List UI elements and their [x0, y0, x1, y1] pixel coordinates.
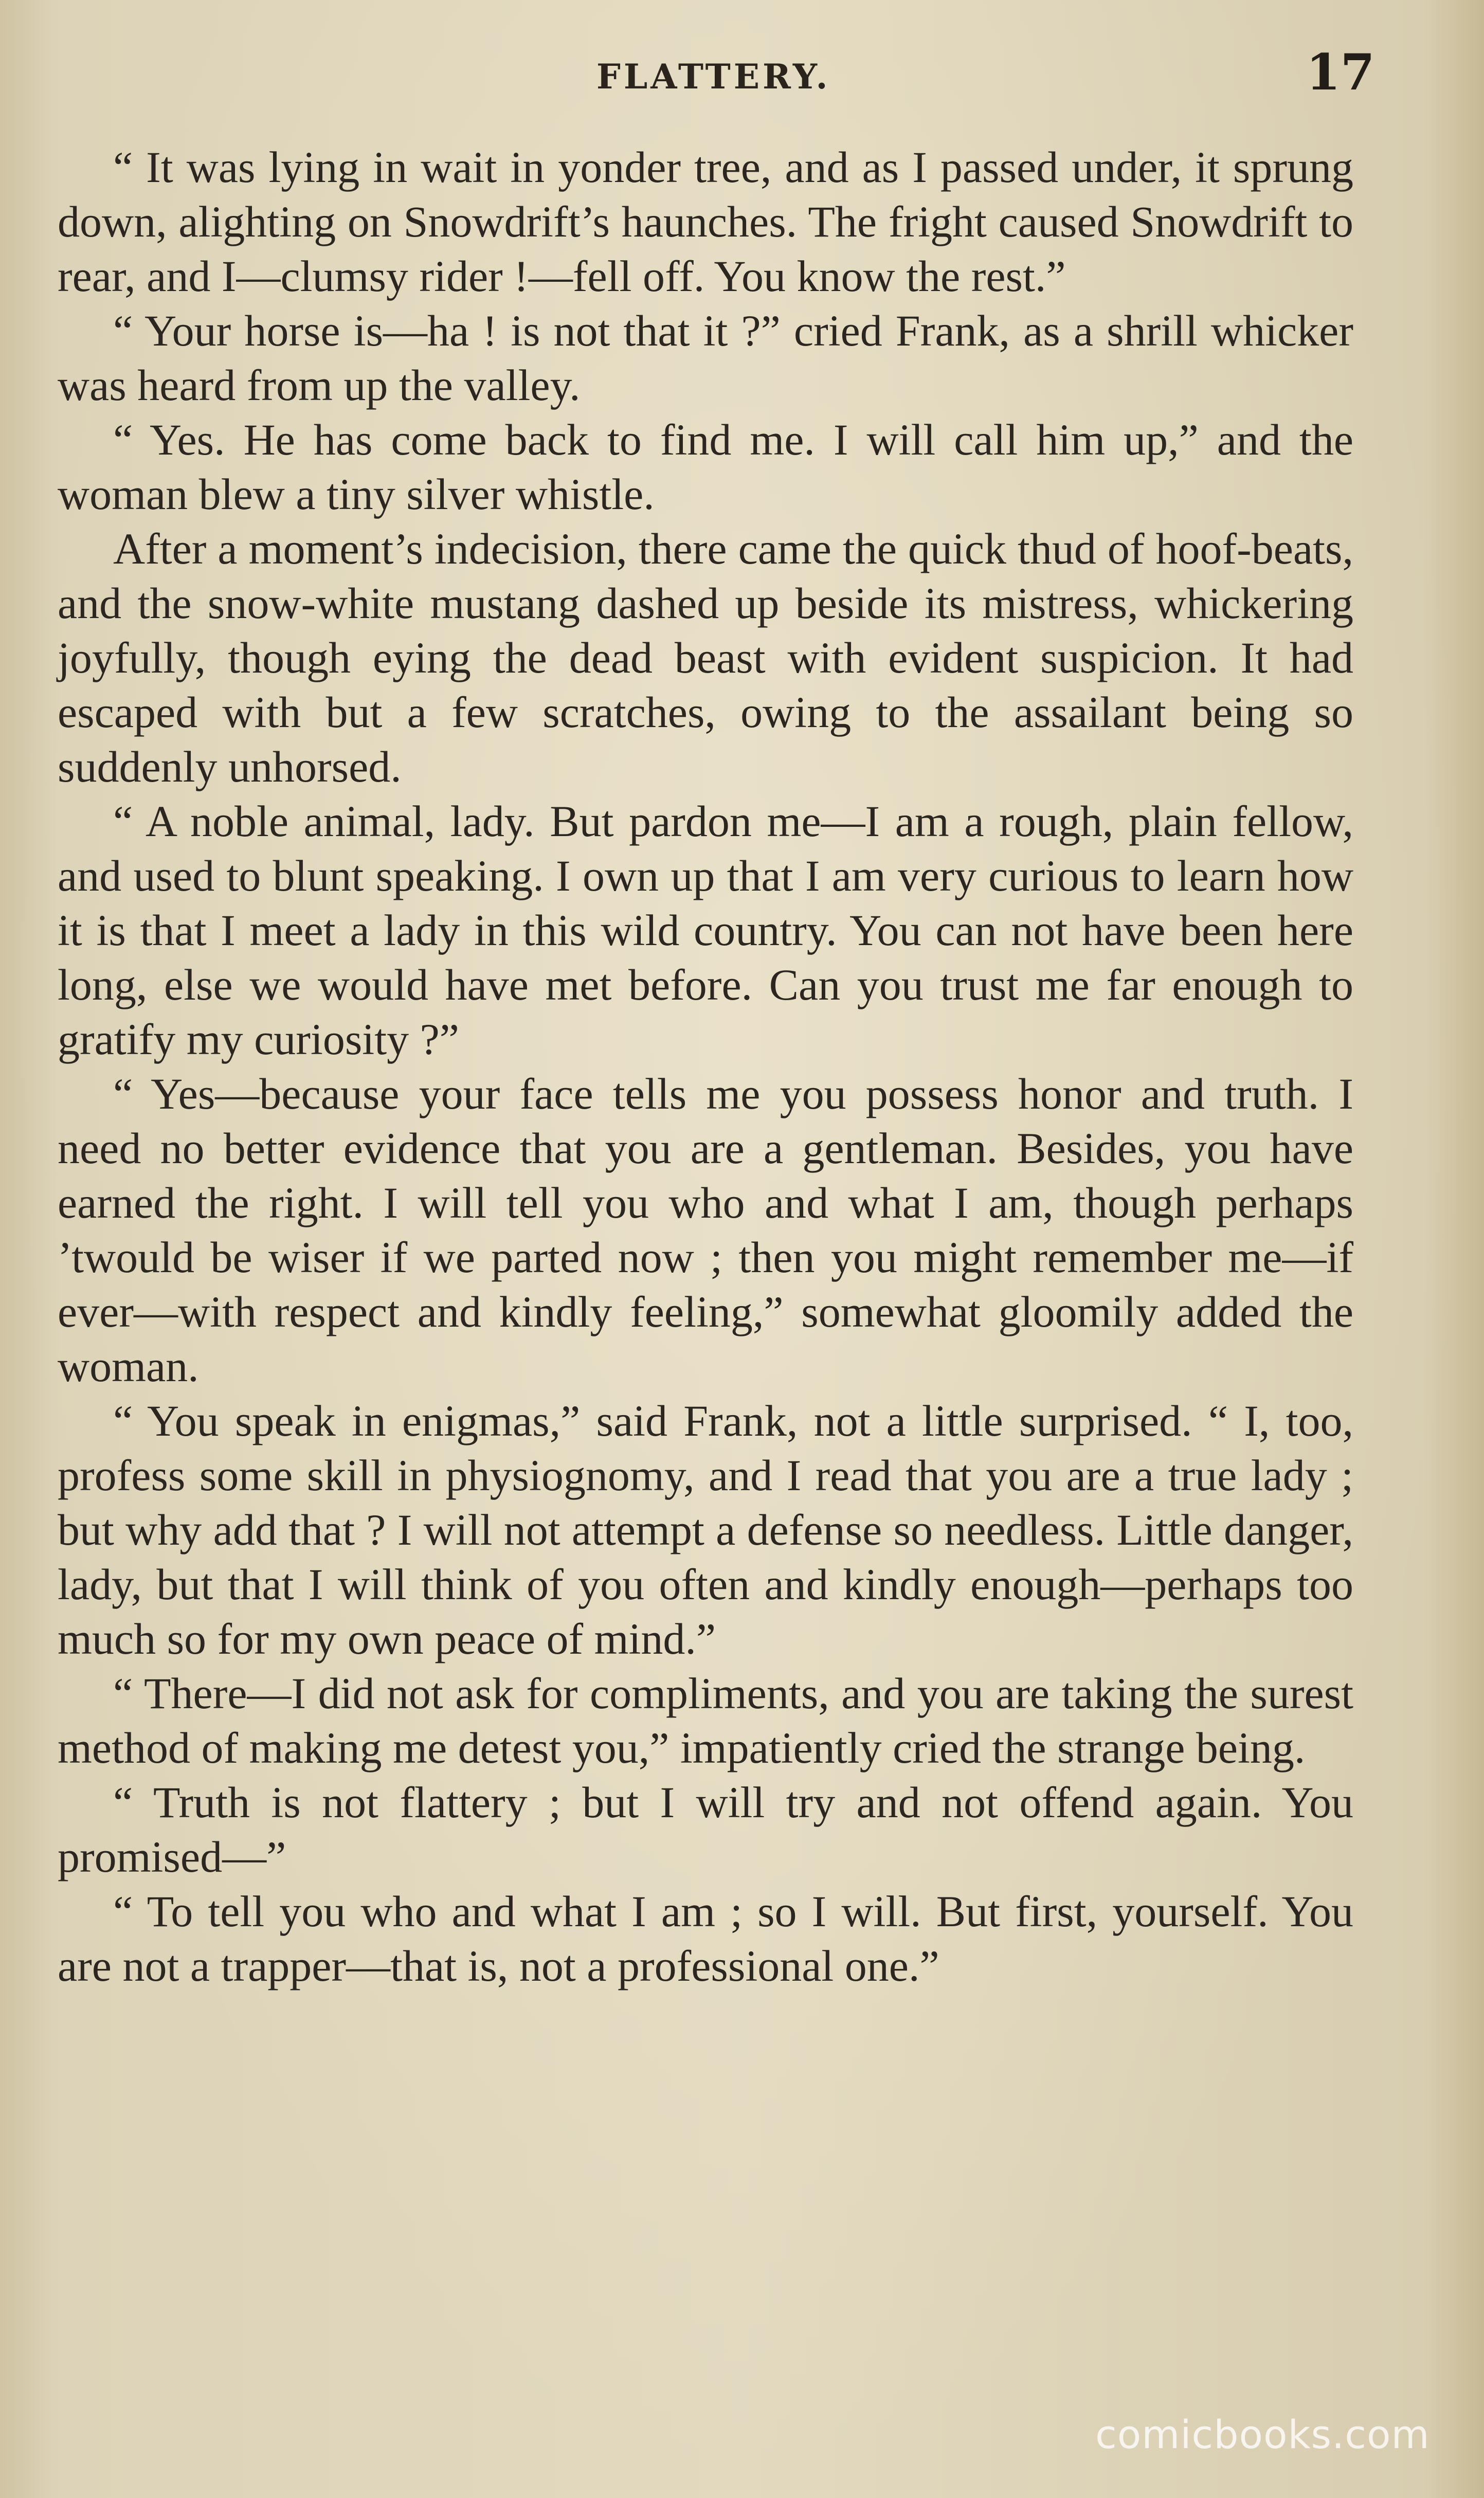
- watermark: comicbooks.com: [1095, 2412, 1430, 2457]
- paragraph: “ Yes. He has come back to find me. I will call him up,” and the woman blew a tiny silver whistle.: [58, 415, 1353, 519]
- paragraph: “ To tell you who and what I am ; so I will. But first, yourself. You are not a trapper—that is, not a professional one.”: [58, 1887, 1353, 1990]
- body-text: [58, 140, 1353, 1993]
- page-header: [0, 36, 1484, 108]
- paragraph: “ Yes—because your face tells me you possess honor and truth. I need no better evidence that you are a gentleman. Besides, you have earned the right. I will tell you who and what I am, though perhaps ’twould be wiser if we parted now ; then you might remember me—if ever—with respect and kindly feeling,” somewhat gloomily added the woman.: [58, 1069, 1353, 1391]
- page-number: 17: [1306, 43, 1375, 101]
- paragraph: “ Your horse is—ha ! is not that it ?” cried Frank, as a shrill whicker was heard from up the valley.: [58, 306, 1353, 410]
- paragraph: After a moment’s indecision, there came the quick thud of hoof-beats, and the snow-white mustang dashed up beside its mistress, whickering joyfully, though eying the dead beast with evident suspicion. It had escaped with but a few scratches, owing to the assailant being so suddenly unhorsed.: [58, 524, 1353, 791]
- paragraph: “ A noble animal, lady. But pardon me—I am a rough, plain fellow, and used to blunt speaking. I own up that I am very curious to learn how it is that I meet a lady in this wild country. You can not have been here long, else we would have met before. Can you trust me far enough to gratify my curiosity ?”: [58, 797, 1353, 1064]
- paragraph: “ There—I did not ask for compliments, and you are taking the surest method of making me detest you,” impatiently cried the strange being.: [58, 1669, 1353, 1772]
- paragraph: “ You speak in enigmas,” said Frank, not a little surprised. “ I, too, profess some skill in physiognomy, and I read that you are a true lady ; but why add that ? I will not attempt a defense so needless. Little danger, lady, but that I will think of you often and kindly enough—perhaps too much so for my own peace of mind.”: [58, 1396, 1353, 1663]
- running-head: FLATTERY.: [596, 57, 831, 97]
- paragraph: “ It was lying in wait in yonder tree, and as I passed under, it sprung down, alighting on Snowdrift’s haunches. The fright caused Snowdrift to rear, and I—clumsy rider !—fell off. You know the rest.”: [58, 142, 1353, 301]
- paragraph: “ Truth is not flattery ; but I will try and not offend again. You promised—”: [58, 1778, 1353, 1881]
